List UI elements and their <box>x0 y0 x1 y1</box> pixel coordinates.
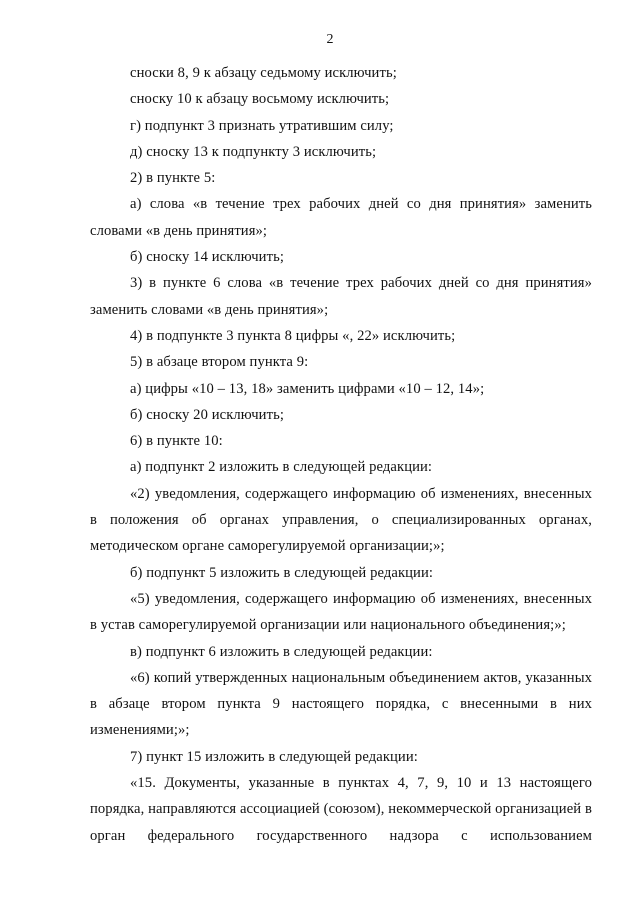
paragraph-item-6-b: б) подпункт 5 изложить в следующей редакции: <box>130 564 434 581</box>
paragraph-item-3: 3) в пункте 6 слова «в течение трех рабочих дней со дня принятия» заменить словами «в день принятия»; <box>90 275 592 318</box>
paragraph-item-6-a: а) подпункт 2 изложить в следующей редакции: <box>130 459 433 476</box>
paragraph-item-2-b: б) сноску 14 исключить; <box>130 249 284 266</box>
paragraph-item-6-v-quote: «6) копий утвержденных национальным объединением актов, указанных в абзаце втором пункта 9 настоящего порядка, с внесенными в них изменениями;»; <box>90 669 592 739</box>
paragraph-item-7: 7) пункт 15 изложить в следующей редакции: <box>130 748 418 765</box>
paragraph-item-5-b: б) сноску 20 исключить; <box>130 406 284 423</box>
paragraph-item-7-quote: «15. Документы, указанные в пунктах 4, 7, 9, 10 и 13 настоящего порядка, направляются ассоциацией (союзом), некоммерческой организацией в орган федерального государственного надзора с использованием <box>90 775 592 844</box>
paragraph-item-6: 6) в пункте 10: <box>130 433 223 450</box>
paragraph-item-5: 5) в абзаце втором пункта 9: <box>130 354 309 371</box>
paragraph-footnote-10: сноску 10 к абзацу восьмому исключить; <box>130 91 390 108</box>
paragraph-item-6-a-quote: «2) уведомления, содержащего информацию об изменениях, внесенных в положения об органах управления, о специализированных органах, методическом органе саморегулируемой организации;»; <box>90 485 592 555</box>
paragraph-item-2-a: а) слова «в течение трех рабочих дней со дня принятия» заменить словами «в день принятия»; <box>90 196 592 239</box>
paragraph-subitem-d: д) сноску 13 к подпункту 3 исключить; <box>130 143 377 160</box>
paragraph-item-5-a: а) цифры «10 – 13, 18» заменить цифрами «10 – 12, 14»; <box>130 380 485 397</box>
document-body <box>90 60 592 849</box>
paragraph-item-6-v: в) подпункт 6 изложить в следующей редакции: <box>130 643 433 660</box>
paragraph-item-4: 4) в подпункте 3 пункта 8 цифры «, 22» исключить; <box>130 327 456 344</box>
paragraph-subitem-g: г) подпункт 3 признать утратившим силу; <box>130 117 394 134</box>
paragraph-footnotes-8-9: сноски 8, 9 к абзацу седьмому исключить; <box>130 65 397 81</box>
page-number: 2 <box>326 32 334 47</box>
paragraph-item-2: 2) в пункте 5: <box>130 170 216 187</box>
paragraph-item-6-b-quote: «5) уведомления, содержащего информацию об изменениях, внесенных в устав саморегулируемой организации или национального объединения;»; <box>90 590 592 634</box>
